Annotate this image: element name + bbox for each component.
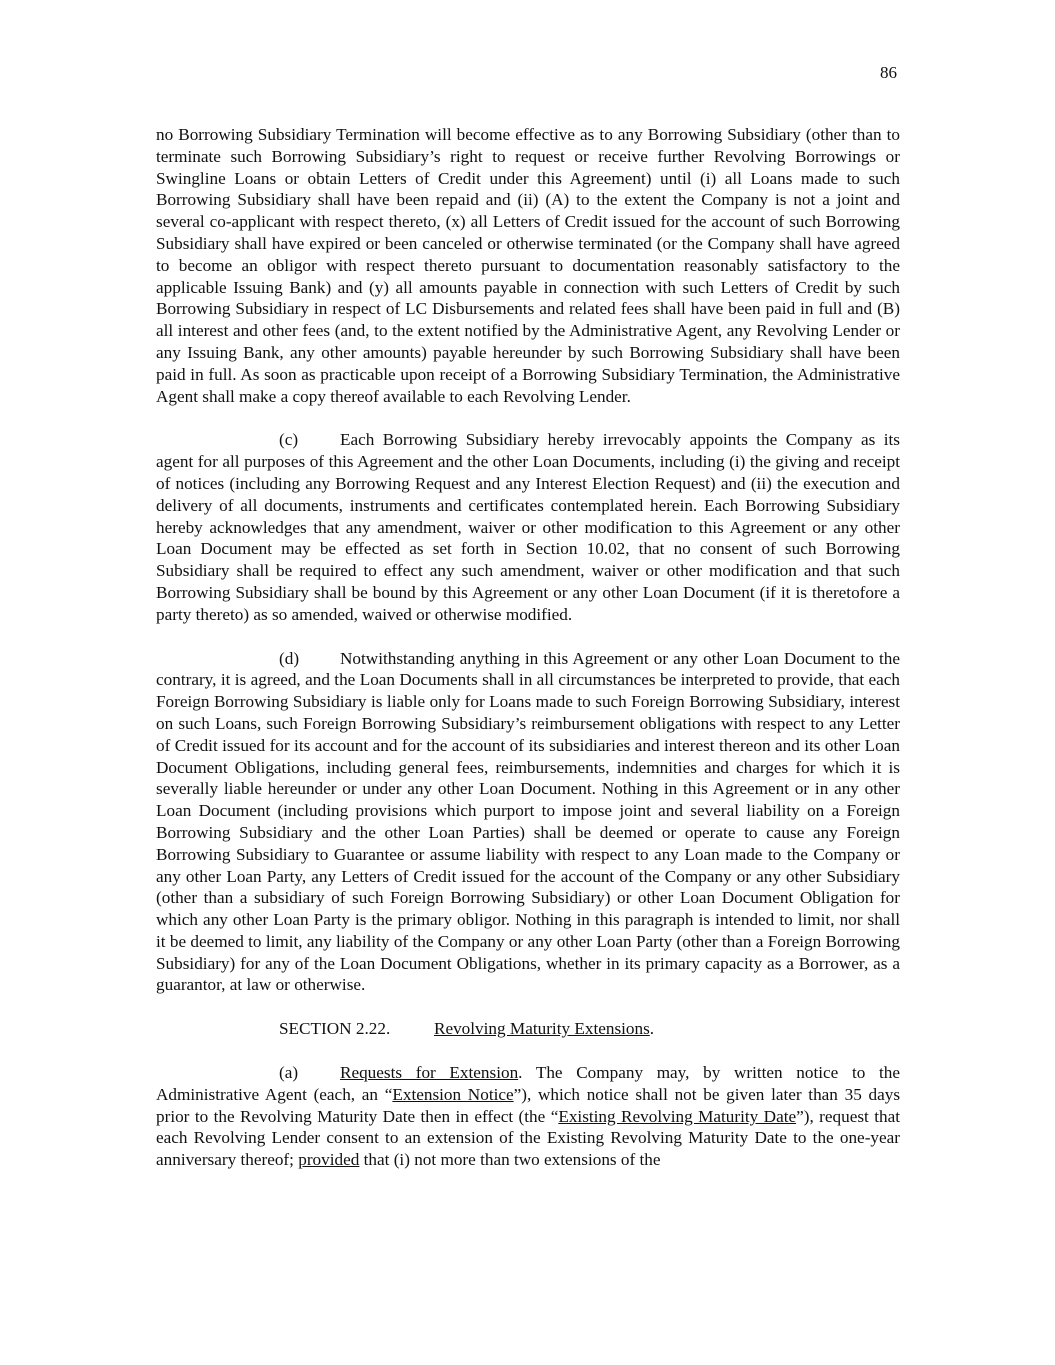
proviso-term: provided [298,1150,360,1170]
paragraph-a-heading: Requests for Extension [340,1063,519,1083]
paragraph-b-continued [156,124,900,407]
paragraph-c [156,429,900,625]
paragraph-a-text-1: . The Company may, by written notice to the Administrative Agent (each, an “ [156,1063,900,1104]
paragraph-a-text-3: ”), request that each Revolving Lender consent to an extension of the Existing Revolving Maturity Date to the one-year anniversary thereof; [156,1106,901,1170]
paragraph-a-label: (a) [279,1063,299,1083]
paragraph-a [156,1062,900,1171]
paragraph-d-text: Notwithstanding anything in this Agreement or any other Loan Document to the contrary, it is agreed, and the Loan Documents shall in all circumstances be interpreted to provide, that each Foreign Borrowing Subsidiary is liable only for Loans made to such Foreign Borrowing Subsidiary, interest on such Loans, such Foreign Borrowing Subsidiary’s reimbursement obligations with respect to any Letter of Credit issued for its account and for the account of its subsidiaries and interest thereon and its other Loan Document Obligations, including general fees, reimbursements, indemnities and charges for which it is severally liable hereunder or under any other Loan Document. Nothing in this Agreement or in any other Loan Document (including provisions which purport to impose joint and several liability on a Foreign Borrowing Subsidiary and the other Loan Parties) shall be deemed or operate to cause any Foreign Borrowing Subsidiary to Guarantee or assume liability with respect to any Loan made to the Company or any other Loan Party, any Letters of Credit issued for the account of the Company or any other Subsidiary (other than a subsidiary of such Foreign Borrowing Subsidiary) or other Loan Document Obligation for which any other Loan Party is the primary obligor. Nothing in this paragraph is intended to limit, nor shall it be deemed to limit, any liability of the Company or any other Loan Party (other than a Foreign Borrowing Subsidiary) for any of the Loan Document Obligations, whether in its primary capacity as a Borrower, as a guarantor, at law or otherwise. [156,648,900,995]
defined-term-extension-notice: Extension Notice [392,1084,514,1104]
paragraph-c-text: Each Borrowing Subsidiary hereby irrevocably appoints the Company as its agent for all purposes of this Agreement and the other Loan Documents, including (i) the giving and receipt of notices (including any Borrowing Request and any Interest Election Request) and (ii) the execution and delivery of all documents, instruments and certificates contemplated herein. Each Borrowing Subsidiary hereby acknowledges that any amendment, waiver or other modification to this Agreement or any other Loan Document may be effected as set forth in Section 10.02, that no consent of such Borrowing Subsidiary shall be required to effect any such amendment, waiver or other modification and that such Borrowing Subsidiary shall be bound by this Agreement or any other Loan Document (if it is theretofore a party thereto) as so amended, waived or otherwise modified. [156,430,900,624]
page-number: 86 [880,63,897,82]
paragraph-d-label: (d) [279,648,300,668]
paragraph-a-text-2: ”), which notice shall not be given later than 35 days prior to the Revolving Maturity Date then in effect (the “ [156,1084,901,1126]
document-body [156,124,900,1193]
section-heading [156,1018,900,1040]
section-number: SECTION 2.22. [279,1019,391,1039]
section-title-period: . [649,1019,655,1039]
defined-term-existing-revolving-maturity-date: Existing Revolving Maturity Date [558,1106,797,1126]
paragraph-d [156,648,900,997]
section-title: Revolving Maturity Extensions [434,1019,650,1039]
paragraph-a-text-4: that (i) not more than two extensions of the [359,1150,661,1170]
paragraph-c-label: (c) [279,430,299,450]
paragraph-b-text: no Borrowing Subsidiary Termination will become effective as to any Borrowing Subsidiary (other than to terminate such Borrowing Subsidiary’s right to request or receive further Revolving Borrowings or Swingline Loans or obtain Letters of Credit under this Agreement) until (i) all Loans made to such Borrowing Subsidiary shall have been repaid and (ii) (A) to the extent the Company is not a joint and several co-applicant with respect thereto, (x) all Letters of Credit issued for the account of such Borrowing Subsidiary shall have expired or been canceled or otherwise terminated (or the Company shall have agreed to become an obligor with respect thereto pursuant to documentation reasonably satisfactory to the applicable Issuing Bank) and (y) all amounts payable in connection with such Letters of Credit by such Borrowing Subsidiary in respect of LC Disbursements and related fees shall have been paid in full and (B) all interest and other fees (and, to the extent notified by the Administrative Agent, any Revolving Lender or any Issuing Bank, any other amounts) payable hereunder by such Borrowing Subsidiary shall have been paid in full. As soon as practicable upon receipt of a Borrowing Subsidiary Termination, the Administrative Agent shall make a copy thereof available to each Revolving Lender. [156,125,900,406]
